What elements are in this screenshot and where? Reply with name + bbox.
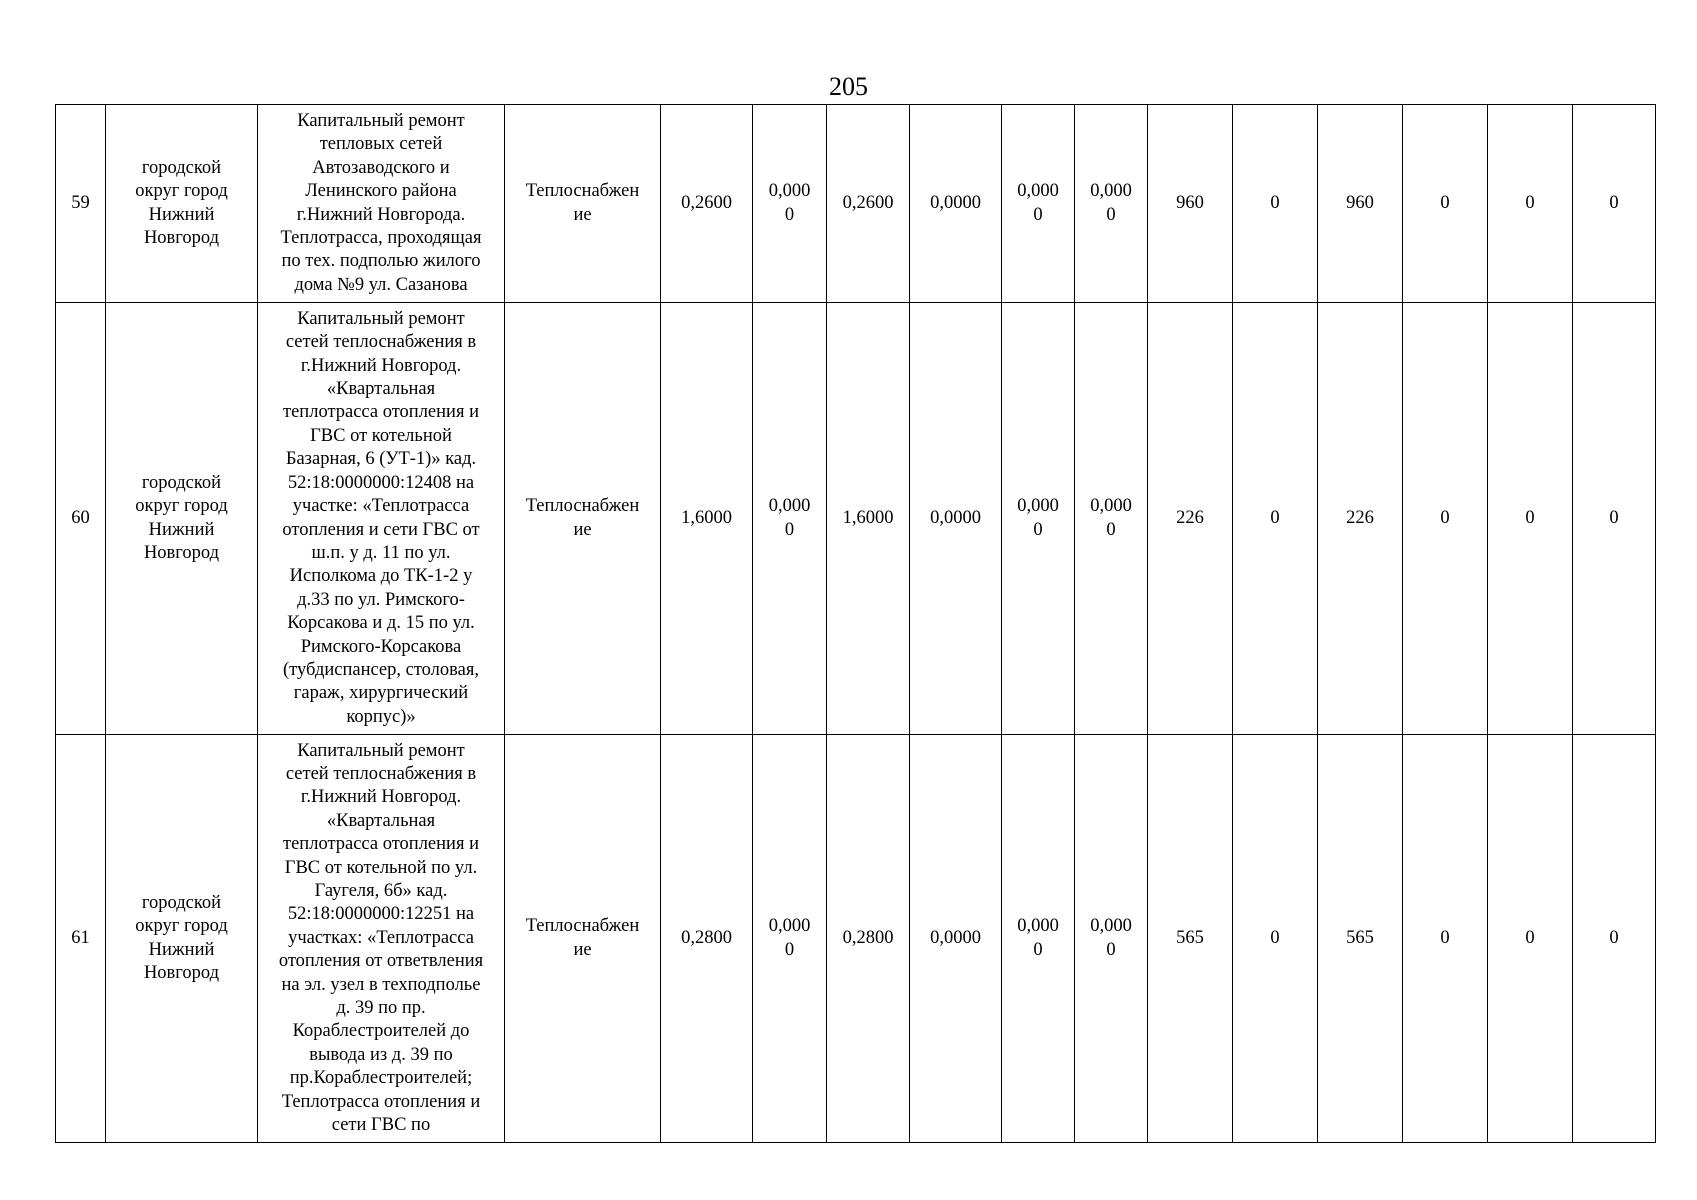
- municipality-cell: городской округ город Нижний Новгород: [106, 303, 258, 735]
- value-cell: 0,000 0: [1075, 735, 1148, 1143]
- municipality-cell: городской округ город Нижний Новгород: [106, 105, 258, 303]
- value-cell: 0,000 0: [753, 303, 827, 735]
- value-cell: 0,0000: [910, 735, 1002, 1143]
- value-cell: 960: [1148, 105, 1233, 303]
- value-cell: 0: [1233, 735, 1318, 1143]
- value-cell: 960: [1318, 105, 1403, 303]
- value-cell: 1,6000: [661, 303, 753, 735]
- value-cell: 0: [1488, 105, 1573, 303]
- value-cell: 0: [1488, 735, 1573, 1143]
- type-cell: Теплоснабжен ие: [505, 303, 661, 735]
- value-cell: 226: [1318, 303, 1403, 735]
- value-cell: 0: [1233, 303, 1318, 735]
- value-cell: 565: [1148, 735, 1233, 1143]
- type-cell: Теплоснабжен ие: [505, 735, 661, 1143]
- value-cell: 0,000 0: [753, 735, 827, 1143]
- value-cell: 0,2800: [827, 735, 910, 1143]
- value-cell: 226: [1148, 303, 1233, 735]
- value-cell: 0,0000: [910, 303, 1002, 735]
- description-cell: Капитальный ремонт тепловых сетей Автозаводского и Ленинского района г.Нижний Новгорода. Теплотрасса, проходящая по тех. подполью жилого дома №9 ул. Сазанова: [258, 105, 505, 303]
- value-cell: 0: [1573, 735, 1656, 1143]
- document-table: [55, 104, 1656, 1143]
- value-cell: 0: [1233, 105, 1318, 303]
- row-number: 61: [56, 735, 106, 1143]
- table-row: [56, 105, 1656, 303]
- value-cell: 0: [1573, 303, 1656, 735]
- value-cell: 0,2600: [827, 105, 910, 303]
- value-cell: 0,2600: [661, 105, 753, 303]
- value-cell: 0,000 0: [1002, 735, 1075, 1143]
- value-cell: 0,000 0: [1002, 105, 1075, 303]
- row-number: 60: [56, 303, 106, 735]
- value-cell: 565: [1318, 735, 1403, 1143]
- value-cell: 0,000 0: [1002, 303, 1075, 735]
- type-cell: Теплоснабжен ие: [505, 105, 661, 303]
- description-cell: Капитальный ремонт сетей теплоснабжения в г.Нижний Новгород. «Квартальная теплотрасса отопления и ГВС от котельной Базарная, 6 (УТ-1)» кад. 52:18:0000000:12408 на участке: «Теплотрасса отопления и сети ГВС от ш.п. у д. 11 по ул. Исполкома до ТК-1-2 у д.33 по ул. Римского- Корсакова и д. 15 по ул. Римского-Корсакова (тубдиспансер, столовая, гараж, хирургический корпус)»: [258, 303, 505, 735]
- row-number: 59: [56, 105, 106, 303]
- value-cell: 1,6000: [827, 303, 910, 735]
- municipality-cell: городской округ город Нижний Новгород: [106, 735, 258, 1143]
- table-row: [56, 735, 1656, 1143]
- table-row: [56, 303, 1656, 735]
- value-cell: 0,2800: [661, 735, 753, 1143]
- value-cell: 0: [1403, 735, 1488, 1143]
- value-cell: 0: [1403, 303, 1488, 735]
- value-cell: 0,000 0: [1075, 303, 1148, 735]
- value-cell: 0,000 0: [753, 105, 827, 303]
- value-cell: 0,000 0: [1075, 105, 1148, 303]
- value-cell: 0: [1403, 105, 1488, 303]
- description-cell: Капитальный ремонт сетей теплоснабжения в г.Нижний Новгород. «Квартальная теплотрасса отопления и ГВС от котельной по ул. Гаугеля, 6б» кад. 52:18:0000000:12251 на участках: «Теплотрасса отопления от ответвления на эл. узел в техподполье д. 39 по пр. Кораблестроителей до вывода из д. 39 по пр.Кораблестроителей; Теплотрасса отопления и сети ГВС по: [258, 735, 505, 1143]
- value-cell: 0: [1488, 303, 1573, 735]
- page-number: 205: [829, 72, 868, 101]
- value-cell: 0: [1573, 105, 1656, 303]
- value-cell: 0,0000: [910, 105, 1002, 303]
